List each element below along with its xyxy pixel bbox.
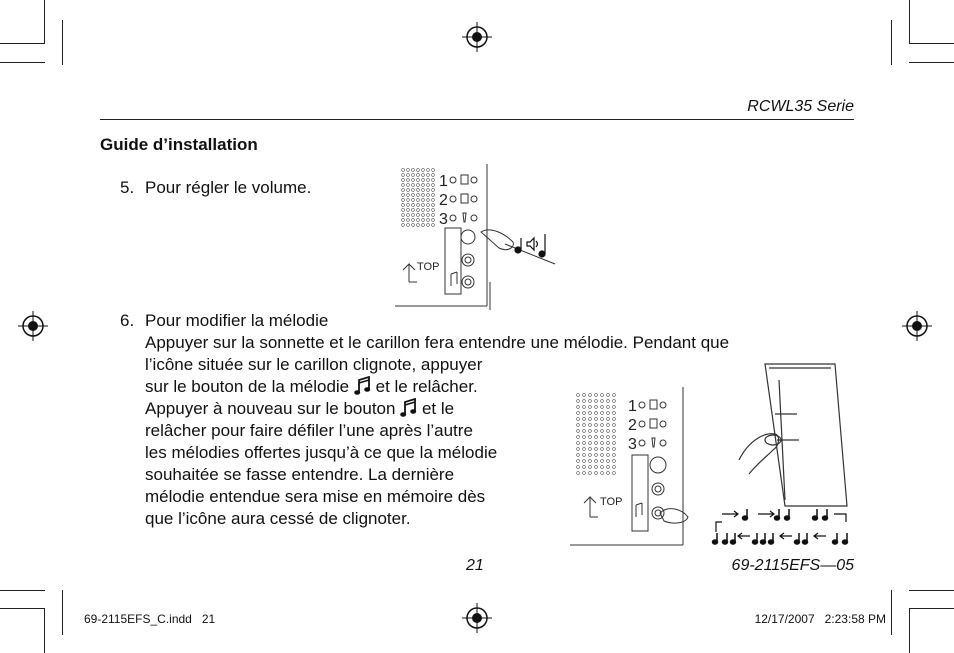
zone-1-label: 1 bbox=[628, 398, 637, 415]
slug-date: 12/17/2007 2:23:58 PM bbox=[754, 612, 886, 626]
speaker-grille-dot bbox=[427, 219, 430, 222]
speaker-grille-dot bbox=[601, 472, 604, 475]
speaker-grille-dot bbox=[613, 448, 616, 451]
speaker-grille-dot bbox=[407, 209, 410, 212]
speaker-grille-dot bbox=[427, 199, 430, 202]
speaker-grille-dot bbox=[427, 169, 430, 172]
speaker-grille-dot bbox=[577, 400, 580, 403]
speaker-grille-dot bbox=[613, 400, 616, 403]
speaker-grille-dot bbox=[589, 448, 592, 451]
speaker-grille-dot bbox=[613, 442, 616, 445]
speaker-grille-dot bbox=[407, 174, 410, 177]
speaker-grille-dot bbox=[417, 184, 420, 187]
speaker-grille-dot bbox=[589, 436, 592, 439]
speaker-grille-dot bbox=[402, 209, 405, 212]
registration-mark-icon bbox=[18, 311, 48, 341]
speaker-grille-dot bbox=[607, 412, 610, 415]
speaker-grille-dot bbox=[407, 194, 410, 197]
step-6-line: l’icône située sur le carillon clignote, appuyer bbox=[145, 355, 483, 374]
crop-mark bbox=[0, 43, 45, 44]
speaker-grille-dot bbox=[407, 169, 410, 172]
speaker-grille-dot bbox=[601, 412, 604, 415]
melody-note-icon bbox=[785, 516, 790, 520]
speaker-grille-dot bbox=[613, 472, 616, 475]
speaker-grille-dot bbox=[607, 472, 610, 475]
speaker-grille-dot bbox=[427, 174, 430, 177]
speaker-grille-dot bbox=[427, 204, 430, 207]
speaker-grille-dot bbox=[402, 169, 405, 172]
melody-note-icon bbox=[813, 516, 818, 520]
speaker-grille-dot bbox=[417, 219, 420, 222]
zone-1-label: 1 bbox=[439, 173, 448, 190]
melody-note-icon bbox=[761, 540, 766, 544]
speaker-grille-dot bbox=[595, 466, 598, 469]
speaker-grille-dot bbox=[589, 454, 592, 457]
speaker-grille-dot bbox=[613, 406, 616, 409]
speaker-grille-dot bbox=[412, 219, 415, 222]
header-rule bbox=[100, 119, 854, 120]
speaker-grille-dot bbox=[589, 472, 592, 475]
speaker-grille-dot bbox=[607, 466, 610, 469]
melody-note-icon bbox=[803, 540, 808, 544]
speaker-grille-dot bbox=[583, 394, 586, 397]
speaker-grille-dot bbox=[427, 184, 430, 187]
crop-mark bbox=[44, 0, 45, 43]
speaker-grille-dot bbox=[595, 406, 598, 409]
speaker-grille-dot bbox=[589, 424, 592, 427]
speaker-grille-dot bbox=[412, 174, 415, 177]
speaker-grille-dot bbox=[432, 194, 435, 197]
speaker-grille-dot bbox=[607, 394, 610, 397]
chime-volume-illustration bbox=[395, 162, 560, 312]
speaker-grille-dot bbox=[422, 189, 425, 192]
melody-note-icon bbox=[833, 540, 838, 544]
speaker-grille-dot bbox=[422, 179, 425, 182]
step-6-line: que l’icône aura cessé de clignoter. bbox=[145, 509, 411, 528]
speaker-grille-dot bbox=[422, 219, 425, 222]
speaker-grille-dot bbox=[589, 460, 592, 463]
speaker-grille-dot bbox=[601, 466, 604, 469]
speaker-grille-dot bbox=[589, 418, 592, 421]
speaker-grille-dot bbox=[577, 460, 580, 463]
crop-mark bbox=[891, 590, 892, 635]
speaker-grille-dot bbox=[417, 209, 420, 212]
step-6-text: et le relâcher. bbox=[375, 377, 478, 396]
speaker-grille-dot bbox=[422, 209, 425, 212]
speaker-grille-dot bbox=[613, 466, 616, 469]
speaker-grille-dot bbox=[607, 400, 610, 403]
speaker-grille-dot bbox=[417, 189, 420, 192]
speaker-grille-dot bbox=[432, 189, 435, 192]
speaker-grille-dot bbox=[595, 436, 598, 439]
crop-mark bbox=[909, 608, 910, 653]
crop-mark bbox=[0, 590, 45, 591]
speaker-grille-dot bbox=[583, 454, 586, 457]
step-6-number: 6. bbox=[120, 311, 135, 330]
speaker-grille-dot bbox=[412, 169, 415, 172]
speaker-grille-dot bbox=[407, 189, 410, 192]
speaker-grille-dot bbox=[432, 219, 435, 222]
zone-2-label: 2 bbox=[439, 192, 448, 209]
speaker-grille-dot bbox=[577, 442, 580, 445]
speaker-grille-dot bbox=[422, 224, 425, 227]
registration-mark-icon bbox=[462, 22, 492, 52]
melody-note-icon bbox=[795, 540, 800, 544]
speaker-grille-dot bbox=[402, 224, 405, 227]
crop-mark bbox=[909, 608, 954, 609]
step-6-text: Appuyer à nouveau sur le bouton bbox=[145, 399, 396, 418]
speaker-grille-dot bbox=[417, 199, 420, 202]
speaker-grille-dot bbox=[407, 224, 410, 227]
speaker-grille-dot bbox=[402, 199, 405, 202]
speaker-grille-dot bbox=[607, 436, 610, 439]
crop-mark bbox=[891, 20, 892, 65]
speaker-grille-dot bbox=[583, 466, 586, 469]
chime-melody-illustration bbox=[570, 385, 690, 550]
speaker-grille-dot bbox=[417, 169, 420, 172]
speaker-grille-dot bbox=[595, 442, 598, 445]
speaker-grille-dot bbox=[417, 214, 420, 217]
melody-note-icon bbox=[753, 540, 758, 544]
speaker-grille-dot bbox=[589, 394, 592, 397]
melody-note-icon bbox=[713, 540, 718, 544]
speaker-grille-dot bbox=[589, 430, 592, 433]
speaker-grille-dot bbox=[577, 406, 580, 409]
speaker-grille-dot bbox=[417, 194, 420, 197]
speaker-grille-dot bbox=[583, 412, 586, 415]
speaker-grille-dot bbox=[412, 204, 415, 207]
document-number: 69-2115EFS—05 bbox=[731, 557, 854, 574]
speaker-grille-dot bbox=[432, 169, 435, 172]
speaker-grille-dot bbox=[417, 179, 420, 182]
step-6-text: et le bbox=[421, 399, 455, 418]
speaker-grille-dot bbox=[583, 472, 586, 475]
speaker-grille-dot bbox=[432, 199, 435, 202]
speaker-grille-dot bbox=[583, 424, 586, 427]
speaker-grille-dot bbox=[427, 179, 430, 182]
speaker-grille-dot bbox=[589, 400, 592, 403]
speaker-grille-dot bbox=[422, 194, 425, 197]
speaker-grille-dot bbox=[417, 204, 420, 207]
speaker-grille-dot bbox=[412, 179, 415, 182]
speaker-grille-dot bbox=[577, 454, 580, 457]
speaker-grille-dot bbox=[595, 454, 598, 457]
speaker-grille-dot bbox=[402, 194, 405, 197]
step-5-number: 5. bbox=[120, 178, 135, 197]
speaker-grille-dot bbox=[412, 189, 415, 192]
melody-note-icon bbox=[775, 516, 780, 520]
speaker-grille-dot bbox=[402, 189, 405, 192]
speaker-grille-dot bbox=[422, 184, 425, 187]
speaker-grille-dot bbox=[583, 442, 586, 445]
pushbutton-doorbell-icon bbox=[735, 360, 850, 510]
speaker-grille-dot bbox=[407, 219, 410, 222]
speaker-grille-dot bbox=[577, 466, 580, 469]
speaker-grille-dot bbox=[583, 418, 586, 421]
speaker-grille-dot bbox=[589, 412, 592, 415]
zone-2-label: 2 bbox=[628, 417, 637, 434]
crop-mark bbox=[909, 43, 954, 44]
crop-mark bbox=[909, 590, 954, 591]
speaker-grille-dot bbox=[589, 406, 592, 409]
speaker-grille-dot bbox=[613, 394, 616, 397]
registration-mark-icon bbox=[462, 603, 492, 633]
speaker-grille-dot bbox=[601, 448, 604, 451]
speaker-grille-dot bbox=[601, 406, 604, 409]
speaker-grille-dot bbox=[583, 430, 586, 433]
crop-mark bbox=[62, 590, 63, 635]
melody-note-icon bbox=[723, 540, 728, 544]
speaker-grille-dot bbox=[601, 442, 604, 445]
step-6-line: relâcher pour faire défiler l’une après l’autre bbox=[145, 421, 473, 440]
speaker-grille-dot bbox=[613, 412, 616, 415]
speaker-grille-dot bbox=[595, 430, 598, 433]
speaker-grille-dot bbox=[417, 224, 420, 227]
melody-note-icon bbox=[354, 376, 371, 396]
crop-mark bbox=[62, 20, 63, 65]
slug-file: 69-2115EFS_C.indd 21 bbox=[84, 612, 216, 626]
speaker-grille-dot bbox=[595, 460, 598, 463]
speaker-grille-dot bbox=[402, 204, 405, 207]
speaker-grille-dot bbox=[595, 418, 598, 421]
melody-note-icon bbox=[731, 540, 736, 544]
speaker-grille-dot bbox=[407, 204, 410, 207]
speaker-grille-dot bbox=[583, 460, 586, 463]
speaker-grille-dot bbox=[601, 430, 604, 433]
section-title: Guide d’installation bbox=[100, 135, 258, 154]
crop-mark bbox=[909, 0, 910, 43]
speaker-grille-dot bbox=[432, 209, 435, 212]
speaker-grille-dot bbox=[613, 436, 616, 439]
speaker-grille-dot bbox=[412, 194, 415, 197]
crop-mark bbox=[0, 62, 45, 63]
speaker-grille-dot bbox=[432, 184, 435, 187]
speaker-grille-dot bbox=[595, 424, 598, 427]
speaker-grille-dot bbox=[601, 418, 604, 421]
crop-mark bbox=[909, 62, 954, 63]
speaker-grille-dot bbox=[601, 454, 604, 457]
top-label: TOP bbox=[600, 496, 623, 508]
speaker-grille-dot bbox=[607, 430, 610, 433]
speaker-grille-dot bbox=[607, 418, 610, 421]
speaker-grille-dot bbox=[432, 204, 435, 207]
speaker-grille-dot bbox=[577, 424, 580, 427]
speaker-grille-dot bbox=[607, 454, 610, 457]
speaker-grille-dot bbox=[422, 204, 425, 207]
speaker-grille-dot bbox=[577, 394, 580, 397]
registration-mark-icon bbox=[902, 311, 932, 341]
melody-note-icon bbox=[743, 516, 748, 520]
speaker-grille-dot bbox=[613, 460, 616, 463]
speaker-grille-dot bbox=[583, 448, 586, 451]
speaker-grille-dot bbox=[407, 199, 410, 202]
crop-mark bbox=[44, 608, 45, 653]
step-6-line: mélodie entendue sera mise en mémoire dès bbox=[145, 487, 486, 506]
series-header: RCWL35 Serie bbox=[747, 98, 854, 115]
speaker-grille-dot bbox=[417, 174, 420, 177]
speaker-grille-dot bbox=[607, 460, 610, 463]
speaker-grille-dot bbox=[595, 472, 598, 475]
crop-mark bbox=[0, 608, 45, 609]
speaker-grille-dot bbox=[613, 424, 616, 427]
speaker-grille-dot bbox=[577, 412, 580, 415]
speaker-grille-dot bbox=[427, 189, 430, 192]
speaker-grille-dot bbox=[432, 214, 435, 217]
speaker-grille-dot bbox=[412, 184, 415, 187]
speaker-grille-dot bbox=[427, 209, 430, 212]
speaker-grille-dot bbox=[402, 179, 405, 182]
speaker-grille-dot bbox=[402, 214, 405, 217]
speaker-grille-dot bbox=[432, 224, 435, 227]
speaker-grille-dot bbox=[407, 179, 410, 182]
zone-3-label: 3 bbox=[439, 211, 448, 228]
top-label: TOP bbox=[417, 261, 440, 273]
step-6-line bbox=[145, 398, 454, 420]
speaker-grille-dot bbox=[577, 436, 580, 439]
speaker-grille-dot bbox=[427, 224, 430, 227]
speaker-grille-dot bbox=[432, 174, 435, 177]
speaker-grille-dot bbox=[595, 394, 598, 397]
speaker-grille-dot bbox=[402, 219, 405, 222]
speaker-grille-dot bbox=[595, 412, 598, 415]
speaker-grille-dot bbox=[427, 214, 430, 217]
speaker-grille-dot bbox=[583, 436, 586, 439]
speaker-grille-dot bbox=[407, 184, 410, 187]
speaker-grille-dot bbox=[412, 224, 415, 227]
melody-note-icon bbox=[769, 540, 774, 544]
melody-note-icon bbox=[843, 540, 848, 544]
speaker-grille-dot bbox=[422, 174, 425, 177]
step-5-text: Pour régler le volume. bbox=[145, 178, 312, 197]
step-6-line: souhaitée se fasse entendre. La dernière bbox=[145, 465, 455, 484]
speaker-grille-dot bbox=[432, 179, 435, 182]
speaker-grille-dot bbox=[613, 454, 616, 457]
melody-note-icon bbox=[823, 516, 828, 520]
speaker-grille-dot bbox=[601, 460, 604, 463]
speaker-grille-dot bbox=[595, 400, 598, 403]
speaker-grille-dot bbox=[402, 174, 405, 177]
melody-sequence-graphic bbox=[710, 502, 860, 550]
speaker-grille-dot bbox=[601, 400, 604, 403]
speaker-grille-dot bbox=[412, 209, 415, 212]
speaker-grille-dot bbox=[412, 199, 415, 202]
speaker-grille-dot bbox=[583, 400, 586, 403]
step-6-line: Appuyer sur la sonnette et le carillon fera entendre une mélodie. Pendant que bbox=[145, 333, 730, 352]
speaker-grille-dot bbox=[589, 442, 592, 445]
melody-note-icon bbox=[400, 398, 417, 418]
speaker-grille-dot bbox=[589, 466, 592, 469]
speaker-grille-dot bbox=[607, 406, 610, 409]
speaker-grille-dot bbox=[422, 214, 425, 217]
speaker-grille-dot bbox=[577, 418, 580, 421]
speaker-grille-dot bbox=[601, 424, 604, 427]
speaker-grille-dot bbox=[607, 442, 610, 445]
speaker-grille-dot bbox=[601, 436, 604, 439]
step-6-title: Pour modifier la mélodie bbox=[145, 311, 329, 330]
speaker-grille-dot bbox=[412, 214, 415, 217]
zone-3-label: 3 bbox=[628, 436, 637, 453]
speaker-grille-dot bbox=[595, 448, 598, 451]
speaker-grille-dot bbox=[577, 430, 580, 433]
step-6-line: les mélodies offertes jusqu’à ce que la mélodie bbox=[145, 443, 498, 462]
speaker-grille-dot bbox=[422, 169, 425, 172]
speaker-grille-dot bbox=[607, 448, 610, 451]
page-number: 21 bbox=[466, 557, 484, 574]
speaker-grille-dot bbox=[583, 406, 586, 409]
speaker-grille-dot bbox=[613, 418, 616, 421]
speaker-grille-dot bbox=[407, 214, 410, 217]
speaker-grille-dot bbox=[427, 194, 430, 197]
speaker-grille-dot bbox=[607, 424, 610, 427]
speaker-grille-dot bbox=[577, 472, 580, 475]
speaker-grille-dot bbox=[613, 430, 616, 433]
speaker-grille-dot bbox=[577, 448, 580, 451]
speaker-grille-dot bbox=[402, 184, 405, 187]
speaker-grille-dot bbox=[601, 394, 604, 397]
step-6-line bbox=[145, 376, 478, 398]
step-6-text: sur le bouton de la mélodie bbox=[145, 377, 350, 396]
speaker-grille-dot bbox=[422, 199, 425, 202]
